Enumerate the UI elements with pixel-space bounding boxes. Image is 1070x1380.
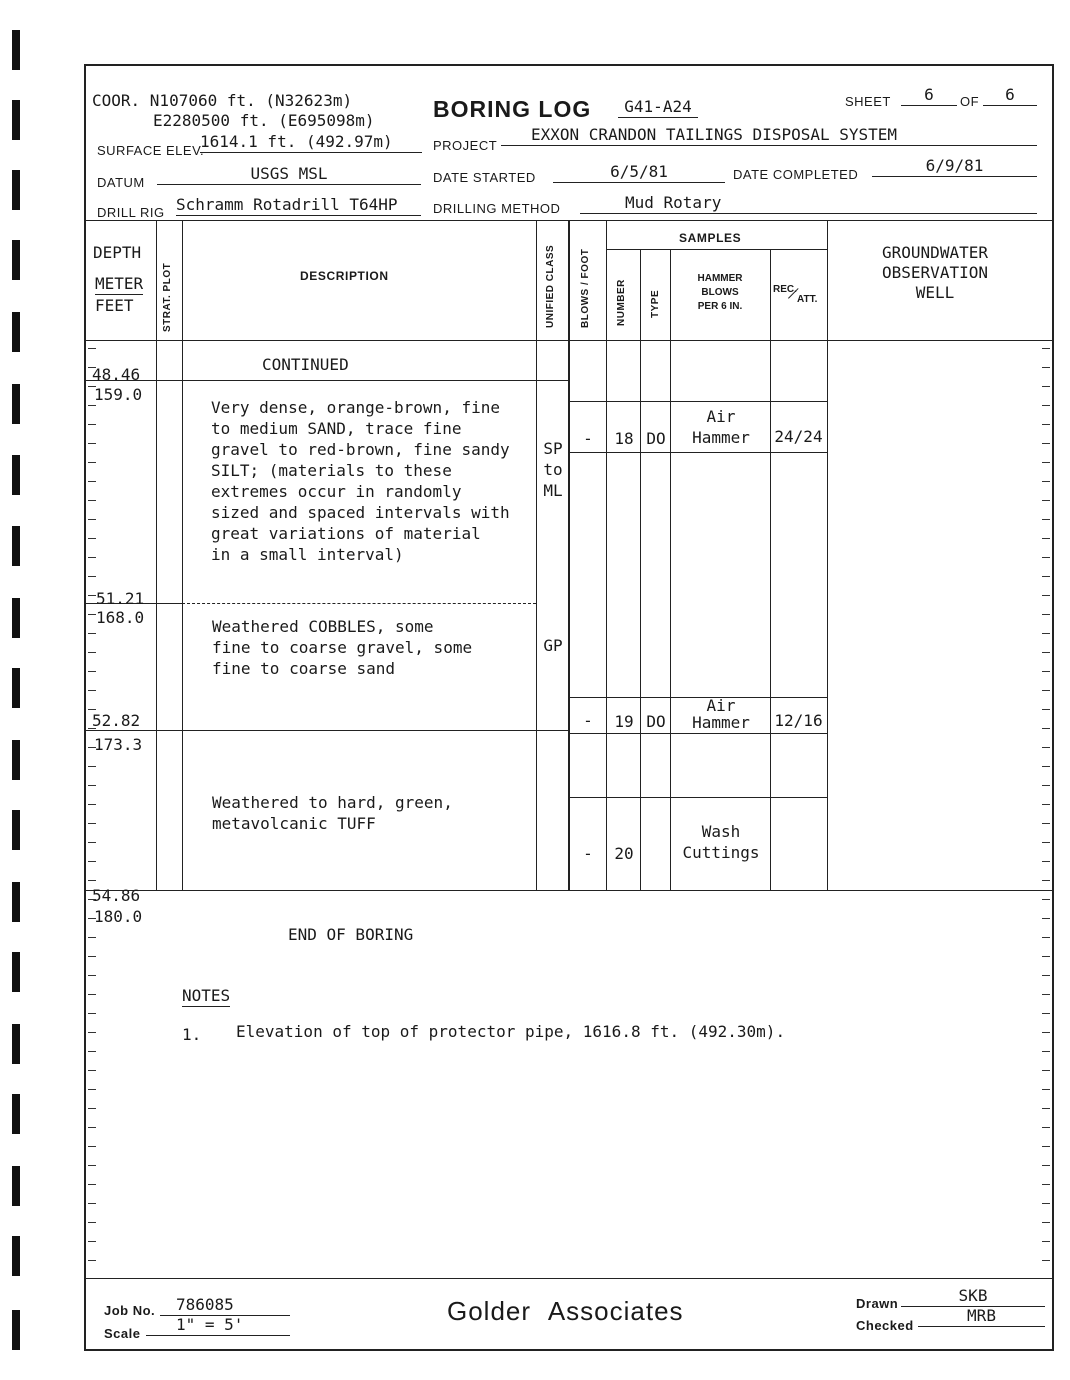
scale-tick — [88, 1165, 96, 1166]
class-line: to — [543, 460, 563, 479]
scale-tick — [1042, 956, 1050, 957]
scale-tick — [88, 975, 96, 976]
binding-hole — [12, 598, 20, 638]
scale-tick — [1042, 367, 1050, 368]
scale-tick — [1042, 1013, 1050, 1014]
hammer-line: Air — [706, 407, 736, 426]
scale-tick — [88, 481, 96, 482]
scale-tick — [88, 1032, 96, 1033]
scale-tick — [88, 405, 96, 406]
samples-header: SAMPLES — [679, 231, 742, 245]
depth-meter: 51.21 — [96, 589, 145, 608]
scale-tick — [1042, 994, 1050, 995]
sample-number: 18 — [614, 429, 634, 448]
scale-tick — [88, 728, 96, 729]
scale-tick — [88, 500, 96, 501]
depth-meter: 48.46 — [92, 365, 141, 384]
binding-hole — [12, 30, 20, 70]
binding-hole — [12, 100, 20, 140]
unified-class — [538, 438, 568, 501]
sample-hammer — [672, 406, 770, 448]
scale-tick — [1042, 1165, 1050, 1166]
description-line: Weathered COBBLES, some — [212, 617, 434, 636]
description-header: DESCRIPTION — [300, 269, 389, 283]
binding-hole — [12, 455, 20, 495]
class-line: ML — [543, 481, 563, 500]
datum-value: USGS MSL — [157, 163, 421, 185]
sample-hammer — [672, 697, 770, 731]
scale-tick — [1042, 1032, 1050, 1033]
scale-tick — [1042, 690, 1050, 691]
class-line: SP — [543, 439, 563, 458]
scale-tick — [88, 386, 96, 387]
scale-tick — [88, 842, 96, 843]
scale-tick — [88, 1184, 96, 1185]
scale-tick — [88, 918, 96, 919]
hammer-line: Air — [706, 696, 736, 715]
scale-tick — [88, 823, 96, 824]
scale-tick — [1042, 519, 1050, 520]
scale-tick — [88, 899, 96, 900]
description-line: Very dense, orange-brown, fine — [211, 398, 500, 417]
scale-value: 1" = 5' — [146, 1314, 290, 1336]
hammer-header-line: HAMMER — [697, 273, 743, 284]
depth-feet: 180.0 — [94, 907, 143, 926]
scale-tick — [1042, 671, 1050, 672]
rec-header: REC. — [773, 284, 797, 295]
sample-blows: - — [583, 844, 593, 863]
scale-tick — [1042, 576, 1050, 577]
binding-hole — [12, 526, 20, 566]
binding-hole — [12, 668, 20, 708]
scale-tick — [88, 690, 96, 691]
scale-tick — [88, 424, 96, 425]
description-line: to medium SAND, trace fine — [211, 419, 462, 438]
layer-description — [212, 616, 472, 679]
scale-tick — [1042, 766, 1050, 767]
scale-tick — [1042, 481, 1050, 482]
description-line: sized and spaced intervals with — [211, 503, 510, 522]
binding-hole — [12, 1166, 20, 1206]
scale-tick — [88, 1222, 96, 1223]
date-started-value: 6/5/81 — [553, 161, 725, 183]
scale-tick — [1042, 652, 1050, 653]
scale-tick — [1042, 804, 1050, 805]
scale-tick — [1042, 1184, 1050, 1185]
hammer-header-line: PER 6 IN. — [697, 301, 743, 312]
end-of-boring: END OF BORING — [288, 925, 414, 944]
scale-tick — [88, 1013, 96, 1014]
description-line: gravel to red-brown, fine sandy — [211, 440, 510, 459]
scale-tick — [88, 937, 96, 938]
scale-tick — [1042, 1146, 1050, 1147]
description-line: fine to coarse gravel, some — [212, 638, 473, 657]
scale-tick — [1042, 405, 1050, 406]
form-title: BORING LOG — [433, 96, 592, 122]
scale-tick — [1042, 747, 1050, 748]
scale-tick — [88, 709, 96, 710]
number-header: NUMBER — [616, 279, 627, 326]
depth-meter: 54.86 — [92, 886, 141, 905]
hammer-line: Hammer — [692, 713, 750, 732]
scale-tick — [88, 557, 96, 558]
hammer-blows-header — [670, 272, 770, 314]
scale-tick — [88, 519, 96, 520]
binding-hole — [12, 882, 20, 922]
binding-hole — [12, 1094, 20, 1134]
unified-class-header: UNIFIED CLASS — [545, 244, 556, 328]
binding-hole — [12, 1310, 20, 1350]
surface-elev-label: SURFACE ELEV. — [97, 143, 205, 158]
notes-title: NOTES — [182, 986, 231, 1005]
scale-label: Scale — [104, 1326, 141, 1341]
binding-hole — [12, 240, 20, 280]
scale-tick — [1042, 1127, 1050, 1128]
scale-tick — [88, 462, 96, 463]
sample-recovery: 24/24 — [774, 427, 823, 446]
surface-elev-value: 1614.1 ft. (492.97m) — [200, 131, 422, 153]
date-completed-label: DATE COMPLETED — [733, 167, 859, 182]
binding-hole — [12, 740, 20, 780]
drill-rig-label: DRILL RIG — [97, 205, 165, 220]
sheet-total: 6 — [983, 84, 1037, 106]
scale-tick — [88, 1146, 96, 1147]
checked-value: MRB — [918, 1305, 1045, 1327]
type-header: TYPE — [650, 289, 661, 318]
scale-tick — [88, 576, 96, 577]
scale-tick — [1042, 595, 1050, 596]
scale-tick — [88, 994, 96, 995]
coordinates-north: COOR. N107060 ft. (N32623m) — [92, 91, 353, 110]
note-number: 1. — [182, 1025, 202, 1044]
binding-hole — [12, 170, 20, 210]
scale-tick — [1042, 1089, 1050, 1090]
description-line: Weathered to hard, green, — [212, 793, 453, 812]
scale-tick — [88, 747, 96, 748]
scale-tick — [88, 1203, 96, 1204]
depth-feet: 168.0 — [96, 608, 145, 627]
project-label: PROJECT — [433, 138, 498, 153]
job-number-value: 786085 — [160, 1294, 290, 1316]
depth-feet: 173.3 — [94, 735, 143, 754]
scale-tick — [88, 1127, 96, 1128]
sample-blows: - — [583, 429, 593, 448]
hammer-line: Cuttings — [682, 843, 760, 862]
layer-description — [211, 397, 510, 565]
date-started-label: DATE STARTED — [433, 170, 536, 185]
blows-foot-header: BLOWS / FOOT — [580, 248, 591, 328]
project-value: EXXON CRANDON TAILINGS DISPOSAL SYSTEM — [501, 124, 1037, 146]
coordinates-east: E2280500 ft. (E695098m) — [153, 111, 375, 130]
drawn-label: Drawn — [856, 1296, 899, 1311]
depth-meter: 52.82 — [92, 711, 141, 730]
drilling-method-label: DRILLING METHOD — [433, 201, 561, 216]
scale-tick — [1042, 1260, 1050, 1261]
scale-tick — [88, 880, 96, 881]
scale-tick — [88, 348, 96, 349]
binding-hole — [12, 810, 20, 850]
drilling-method-value: Mud Rotary — [580, 192, 1037, 214]
of-label: OF — [960, 94, 980, 109]
scale-tick — [88, 766, 96, 767]
scale-tick — [88, 1051, 96, 1052]
company-name: Golder Associates — [447, 1296, 684, 1326]
scale-tick — [1042, 861, 1050, 862]
scale-tick — [1042, 880, 1050, 881]
groundwater-header-line: WELL — [915, 283, 955, 302]
scale-tick — [88, 671, 96, 672]
scale-tick — [88, 804, 96, 805]
hammer-line: Hammer — [692, 428, 750, 447]
description-line: metavolcanic TUFF — [212, 814, 376, 833]
scale-tick — [88, 1089, 96, 1090]
scale-tick — [1042, 424, 1050, 425]
scale-tick — [88, 785, 96, 786]
binding-hole — [12, 1024, 20, 1064]
scale-tick — [88, 367, 96, 368]
sample-number: 20 — [614, 844, 634, 863]
scale-tick — [88, 595, 96, 596]
groundwater-header-line: OBSERVATION — [882, 263, 988, 282]
scale-tick — [88, 861, 96, 862]
scale-tick — [1042, 937, 1050, 938]
scale-tick — [1042, 918, 1050, 919]
scale-tick — [88, 1070, 96, 1071]
scale-tick — [1042, 443, 1050, 444]
sample-type: DO — [646, 429, 666, 448]
scale-tick — [88, 538, 96, 539]
scale-tick — [1042, 823, 1050, 824]
scale-tick — [1042, 1051, 1050, 1052]
hammer-header-line: BLOWS — [701, 287, 739, 298]
scale-tick — [1042, 1241, 1050, 1242]
meter-header: METER — [95, 274, 144, 293]
sample-blows: - — [583, 711, 593, 730]
description-line: in a small interval) — [211, 545, 404, 564]
scale-tick — [1042, 538, 1050, 539]
binding-hole — [12, 1236, 20, 1276]
binding-hole — [12, 312, 20, 352]
scale-tick — [88, 956, 96, 957]
scale-tick — [1042, 728, 1050, 729]
scale-tick — [1042, 785, 1050, 786]
att-header: ATT. — [797, 294, 818, 305]
groundwater-header-line: GROUNDWATER — [882, 243, 988, 262]
scale-tick — [1042, 1070, 1050, 1071]
scale-tick — [1042, 462, 1050, 463]
scale-tick — [1042, 557, 1050, 558]
scale-tick — [88, 1241, 96, 1242]
datum-label: DATUM — [97, 175, 145, 190]
scale-tick — [88, 1260, 96, 1261]
scale-tick — [1042, 614, 1050, 615]
scale-tick — [1042, 1108, 1050, 1109]
scale-tick — [1042, 1203, 1050, 1204]
hammer-line: Wash — [701, 822, 741, 841]
sheet-number: 6 — [901, 84, 957, 106]
scale-tick — [1042, 1222, 1050, 1223]
sample-type: DO — [646, 712, 666, 731]
scale-tick — [1042, 348, 1050, 349]
sample-number: 19 — [614, 712, 634, 731]
strat-plot-header: STRAT. PLOT — [162, 262, 173, 332]
note-text: Elevation of top of protector pipe, 1616.8 ft. (492.30m). — [236, 1022, 786, 1041]
description-line: great variations of material — [211, 524, 481, 543]
description-line: SILT; (materials to these — [211, 461, 452, 480]
feet-header: FEET — [95, 296, 134, 315]
job-number-label: Job No. — [104, 1303, 156, 1318]
scale-tick — [88, 443, 96, 444]
scale-tick — [88, 652, 96, 653]
binding-hole — [12, 384, 20, 424]
depth-feet: 159.0 — [94, 385, 143, 404]
description-line: extremes occur in randomly — [211, 482, 462, 501]
continued-label: CONTINUED — [262, 355, 349, 374]
scale-tick — [1042, 500, 1050, 501]
drill-rig-value: Schramm Rotadrill T64HP — [176, 194, 421, 216]
scale-tick — [1042, 633, 1050, 634]
unified-class: GP — [543, 636, 563, 655]
scale-tick — [88, 614, 96, 615]
drawn-value: SKB — [901, 1285, 1045, 1307]
scale-tick — [88, 1108, 96, 1109]
sample-hammer — [672, 821, 770, 863]
boring-id: G41-A24 — [618, 96, 698, 118]
scale-tick — [1042, 899, 1050, 900]
date-completed-value: 6/9/81 — [872, 155, 1037, 177]
depth-header: DEPTH — [93, 243, 142, 262]
checked-label: Checked — [856, 1318, 914, 1333]
description-line: fine to coarse sand — [212, 659, 396, 678]
scale-tick — [88, 633, 96, 634]
binding-hole — [12, 952, 20, 992]
scale-tick — [1042, 842, 1050, 843]
scale-tick — [1042, 386, 1050, 387]
sample-recovery: 12/16 — [774, 711, 823, 730]
scale-tick — [1042, 975, 1050, 976]
groundwater-header — [830, 243, 1040, 303]
layer-description — [212, 792, 453, 834]
scale-tick — [1042, 709, 1050, 710]
sheet-label: SHEET — [845, 94, 891, 109]
